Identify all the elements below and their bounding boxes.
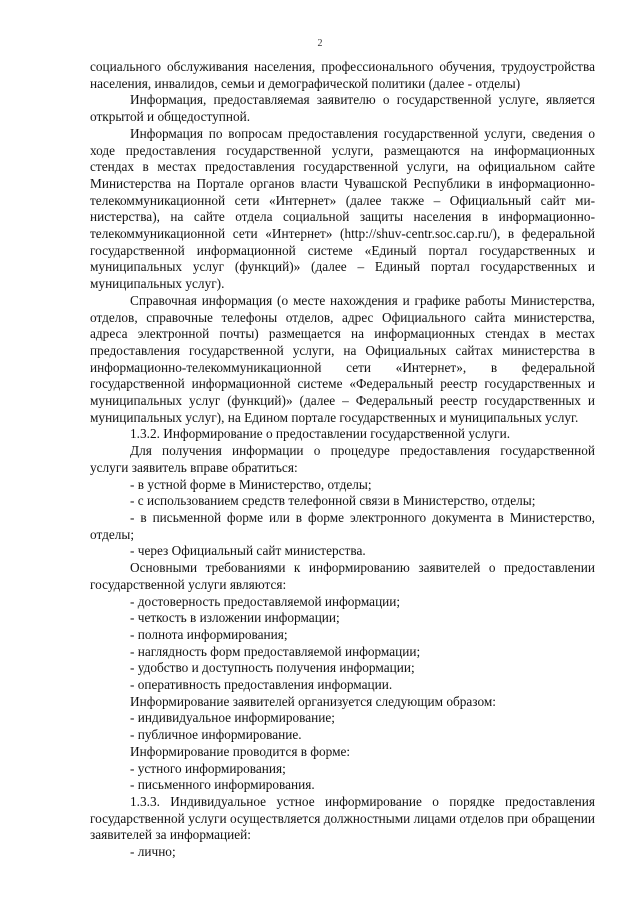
list-item: - оперативность предоставления информации. bbox=[130, 677, 393, 693]
paragraph: Информация по вопросам предоставления государственной услуги, сведения о ходе предоставления государственной услуги, размещаются на информационных стендах в местах предоставления государственной услуги, на официальном сайте Министерства на Портале органов власти Чувашской Республики в информационно-телекоммуникационной сети «Интернет» (далее также – Официальный сайт министерства), на сайте отдела социальной защиты населения в информационно-телекоммуникационной сети «Интернет» (http://shuv-centr.soc.cap.ru/), в федеральной государственной информационной системе «Единый портал государственных и муниципальных услуг (функций)» (далее – Единый портал государственных и муниципальных услуг). bbox=[90, 125, 595, 292]
section-heading: 1.3.3. Индивидуальное устное информирование о порядке предоставления государственной услуги осуществляется должностными лицами отделов при обращении заявителей за информацией: bbox=[90, 793, 595, 843]
list-item: - удобство и доступность получения информации; bbox=[130, 660, 415, 676]
paragraph: Информирование проводится в форме: bbox=[130, 743, 351, 759]
list-item: - индивидуальное информирование; bbox=[130, 710, 335, 726]
paragraph: Информация, предоставляемая заявителю о государственной услуге, является открытой и общедоступной. bbox=[90, 92, 595, 125]
document-body bbox=[90, 59, 595, 861]
paragraph: Информирование заявителей организуется следующим образом: bbox=[130, 693, 496, 709]
list-item: - письменного информирования. bbox=[130, 777, 315, 793]
paragraph: Основными требованиями к информированию заявителей о предоставлении государственной услуги являются: bbox=[90, 560, 595, 592]
list-item: - достоверность предоставляемой информации; bbox=[130, 593, 401, 609]
page-number: 2 bbox=[317, 38, 323, 49]
list-item: - с использованием средств телефонной связи в Министерство, отделы; bbox=[130, 493, 536, 509]
list-item: - публичное информирование. bbox=[130, 727, 302, 743]
list-item: - в устной форме в Министерство, отделы; bbox=[130, 476, 372, 492]
list-item: - четкость в изложении информации; bbox=[130, 610, 340, 626]
section-heading: 1.3.2. Информирование о предоставлении государственной услуги. bbox=[130, 426, 511, 442]
list-item: - в письменной форме или в форме электронного документа в Министерство, отделы; bbox=[90, 509, 595, 542]
list-item: - устного информирования; bbox=[130, 760, 286, 776]
list-item: - лично; bbox=[130, 844, 176, 860]
list-item: - полнота информирования; bbox=[130, 626, 288, 642]
paragraph: Для получения информации о процедуре предоставления государственной услуги заявитель вправе обратиться: bbox=[90, 443, 595, 475]
list-item: - наглядность форм предоставляемой информации; bbox=[130, 643, 421, 659]
paragraph: Справочная информация (о месте нахождения и графике работы Министерства, отделов, справочные телефоны отделов, адрес Официального сайта министерства, адреса электронной почты) размещается на информационных стендах в местах предоставления государственной услуги, на Официальных сайтах министерства в информационно-телекоммуникационной сети «Интернет», в федеральной государственной информационной системе «Федеральный реестр государственных и муниципальных услуг (функций)» (далее – Федеральный реестр государственных и муниципальных услуг), на Едином портале государственных и муниципальных услуг. bbox=[90, 292, 595, 425]
paragraph: социального обслуживания населения, профессионального обучения, трудоустройства населения, инвалидов, семьи и демографической политики (далее - отделы) bbox=[90, 59, 595, 91]
list-item: - через Официальный сайт министерства. bbox=[130, 543, 366, 559]
